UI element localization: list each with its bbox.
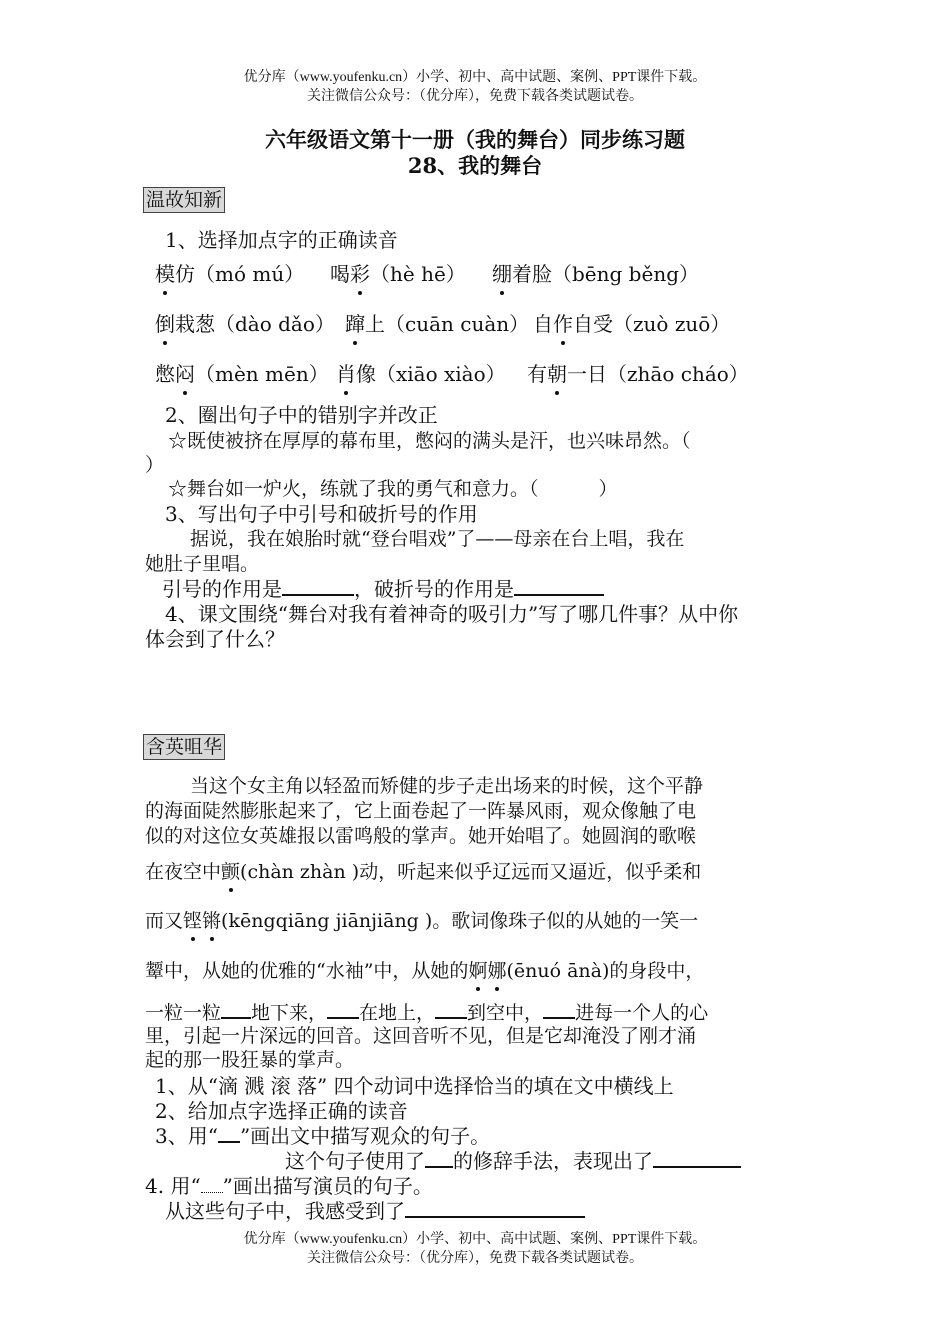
q2-sentence-1: ☆既使被挤在厚厚的幕布里，憋闷的满头是汗，也兴味昂然。（ (168, 430, 691, 452)
fill-blank[interactable] (653, 1145, 741, 1168)
reading-q4-followup: 从这些句子中，我感受到了 (165, 1195, 585, 1224)
header-line-2: 关注微信公众号：（优分库），免费下载各类试题试卷。 (307, 89, 643, 104)
fill-blank[interactable] (327, 997, 359, 1019)
pinyin-item: 绷着脸（bēng běng） (492, 258, 699, 287)
q2-sentence-2: ☆舞台如一炉火，练就了我的勇气和意力。（ ） (168, 478, 618, 500)
q4-line-2: 体会到了什么？ (145, 627, 285, 651)
passage-line: 一粒一粒 地下来， 在地上， 到空中， 进每一个人的心 (145, 997, 708, 1025)
section-label-reading: 含英咀华 (143, 734, 225, 760)
passage-line: 的海面陡然膨胀起来了，它上面卷起了一阵暴风雨，观众像触了电 (145, 800, 697, 822)
q4-line-1: 4、课文围绕“舞台对我有着神奇的吸引力”写了哪几件事？从中你 (165, 602, 739, 626)
reading-q2: 2、给加点字选择正确的读音 (155, 1099, 408, 1123)
q3-prompt: 3、写出句子中引号和破折号的作用 (165, 502, 478, 526)
passage-line: 当这个女主角以轻盈而矫健的步子走出场来的时候，这个平静 (190, 775, 704, 797)
reading-q3-followup: 这个句子使用了 的修辞手法，表现出了 (285, 1145, 741, 1174)
q3-answer-line: 引号的作用是 ，破折号的作用是 (162, 573, 604, 602)
q3-text-line-1: 据说，我在娘胎时就“登台唱戏”了——母亲在台上唱，我在 (190, 528, 685, 550)
passage-line: 颦中，从她的优雅的“水袖”中，从她的婀娜(ēnuó ānà)的身段中， (145, 956, 704, 983)
page-subtitle: 28、我的舞台 (407, 153, 543, 178)
fill-blank[interactable] (405, 1195, 585, 1218)
passage-line: 起的那一股狂暴的掌声。 (145, 1049, 355, 1071)
reading-q3: 3、用“ ”画出文中描写观众的句子。 (155, 1120, 490, 1149)
passage-line: 似的对这位女英雄报以雷鸣般的掌声。她开始唱了。她圆润的歌喉 (145, 825, 697, 847)
page-title: 六年级语文第十一册（我的舞台）同步练习题 (265, 127, 685, 152)
fill-blank[interactable] (543, 997, 575, 1019)
passage-line: 里，引起一片深远的回音。这回音听不见，但是它却淹没了刚才涌 (145, 1025, 697, 1047)
fill-blank[interactable] (435, 997, 467, 1019)
answer-blank[interactable] (282, 573, 354, 596)
pinyin-item: 蹿上（cuān cuàn） (345, 308, 529, 337)
footer-line-1: 优分库（www.youfenku.cn）小学、初中、高中试题、案例、PPT课件下载。 (243, 1232, 707, 1247)
passage-line: 而又铿锵(kēngqiāng jiānjiāng )。歌词像珠子似的从她的一笑一 (145, 906, 698, 933)
pinyin-item: 喝彩（hè hē） (330, 258, 466, 287)
q2-prompt: 2、圈出句子中的错别字并改正 (165, 403, 438, 427)
answer-blank[interactable] (514, 573, 604, 596)
pinyin-item: 肖像（xiāo xiào） (336, 358, 506, 387)
pinyin-item: 自作自受（zuò zuō） (533, 308, 730, 337)
header-line-1: 优分库（www.youfenku.cn）小学、初中、高中试题、案例、PPT课件下载。 (243, 70, 707, 85)
pinyin-item: 模仿（mó mú） (155, 258, 304, 287)
pinyin-item: 有朝一日（zhāo cháo） (527, 358, 749, 387)
passage-line: 在夜空中颤(chàn zhàn )动，听起来似乎辽远而又逼近，似乎柔和 (145, 857, 701, 884)
q2-sentence-1-close: ） (145, 454, 165, 476)
fill-blank[interactable] (425, 1145, 453, 1168)
reading-q1: 1、从“滴 溅 滚 落” 四个动词中选择恰当的填在文中横线上 (155, 1074, 674, 1098)
footer-line-2: 关注微信公众号：（优分库），免费下载各类试题试卷。 (307, 1251, 643, 1266)
q3-text-line-2: 她肚子里唱。 (145, 553, 260, 575)
pinyin-item: 憋闷（mèn mēn） (155, 358, 329, 387)
reading-q4: 4. 用“ ”画出描写演员的句子。 (145, 1170, 433, 1199)
section-label-review: 温故知新 (143, 187, 225, 213)
q1-prompt: 1、选择加点字的正确读音 (165, 228, 398, 252)
pinyin-item: 倒栽葱（dào dǎo） (155, 308, 335, 337)
fill-blank[interactable] (221, 997, 251, 1019)
